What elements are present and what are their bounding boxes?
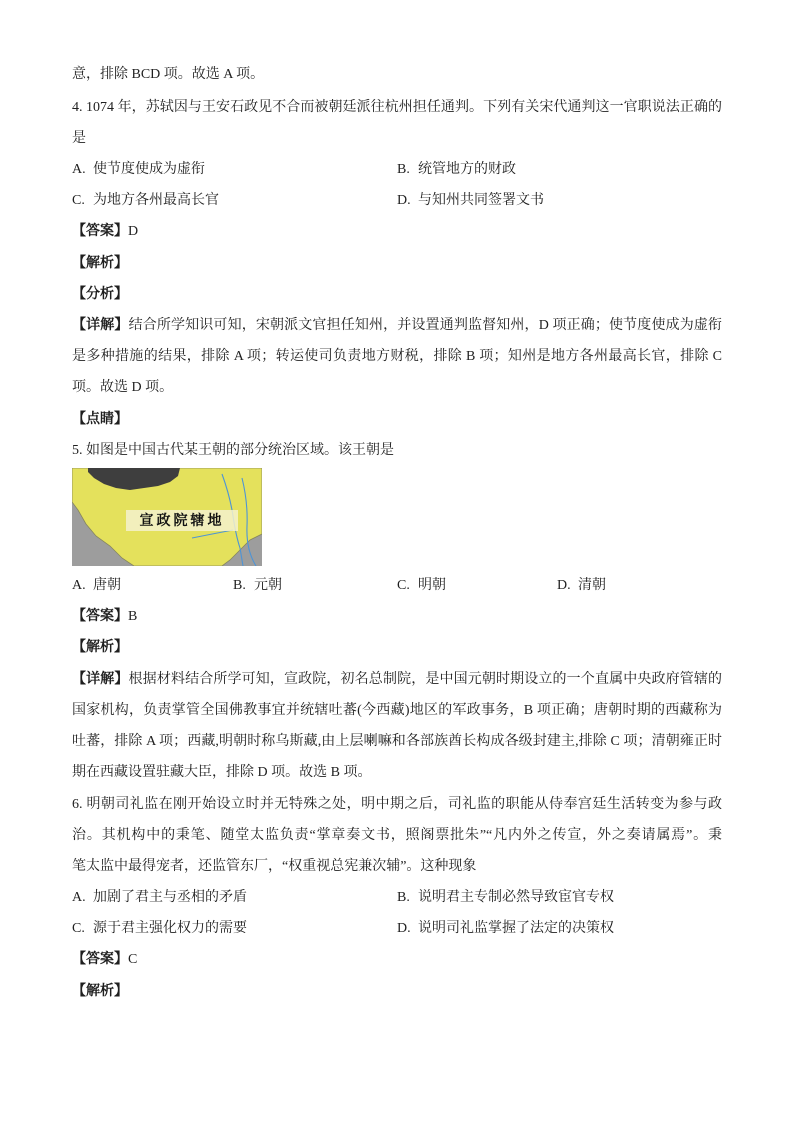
q5-option-b <box>233 576 282 596</box>
q6-answer <box>72 950 722 970</box>
option-letter: B. <box>397 162 410 177</box>
jiexi-label: 【解析】 <box>72 256 128 271</box>
xiangjie-label: 【详解】 <box>72 318 129 333</box>
option-letter: D. <box>397 921 411 936</box>
option-text: 加剧了君主与丞相的矛盾 <box>93 890 247 905</box>
answer-label: 【答案】 <box>72 224 128 239</box>
answer-value: B <box>128 609 138 624</box>
q5-stem: 5. 如图是中国古代某王朝的部分统治区域。该王朝是 <box>72 443 394 458</box>
q4-dianjing-heading <box>72 410 722 430</box>
q5-xiangjie-line-4: 期在西藏设置驻藏大臣，排除 D 项。故选 B 项。 <box>72 765 372 780</box>
q4-xiangjie-line-2: 是多种措施的结果，排除 A 项；转运使司负责地方财税，排除 B 项；知州是地方各州最高长官，排除 C <box>72 349 722 364</box>
option-text: 唐朝 <box>93 578 121 593</box>
q5-answer <box>72 607 722 627</box>
option-text: 统管地方的财政 <box>418 162 516 177</box>
option-text: 说明君主专制必然导致宦官专权 <box>418 890 614 905</box>
answer-value: C <box>128 952 138 967</box>
q6-option-d <box>397 919 614 939</box>
q5-option-c <box>397 576 446 596</box>
dianjing-label: 【点睛】 <box>72 412 128 427</box>
q5-xiangjie-line-2: 国家机构，负责掌管全国佛教事宜并统辖吐蕃(今西藏)地区的军政事务，B 项正确；唐朝时期的西藏称为 <box>72 703 722 718</box>
option-text: 清朝 <box>578 578 606 593</box>
option-letter: C. <box>72 193 85 208</box>
option-text: 源于君主强化权力的需要 <box>93 921 247 936</box>
fenxi-label: 【分析】 <box>72 287 128 302</box>
option-letter: D. <box>397 193 411 208</box>
option-text: 说明司礼监掌握了法定的决策权 <box>418 921 614 936</box>
option-text: 元朝 <box>254 578 282 593</box>
q4-option-c <box>72 191 219 211</box>
q4-option-a <box>72 160 205 180</box>
q5-option-a <box>72 576 121 596</box>
option-text: 明朝 <box>418 578 446 593</box>
answer-value: D <box>128 224 139 239</box>
q5-xiangjie-line-1 <box>72 670 722 690</box>
q4-option-d <box>397 191 544 211</box>
q4-option-b <box>397 160 516 180</box>
q6-stem-line-3: 笔太监中最得宠者，还监管东厂，“权重视总宪兼次辅”。这种现象 <box>72 859 477 874</box>
option-letter: B. <box>233 578 246 593</box>
q5-map-image <box>72 468 262 566</box>
q4-fenxi-heading <box>72 285 722 305</box>
q4-xiangjie-line-1 <box>72 316 722 336</box>
q6-stem-line-2: 治。其机构中的秉笔、随堂太监负责“掌章奏文书，照阁票批朱”“凡内外之传宣，外之奏请属焉”。秉 <box>72 828 722 843</box>
option-letter: B. <box>397 890 410 905</box>
map-label: 宣政院辖地 <box>139 513 225 529</box>
answer-label: 【答案】 <box>72 609 128 624</box>
option-text: 使节度使成为虚衔 <box>93 162 205 177</box>
option-letter: D. <box>557 578 571 593</box>
q6-option-a <box>72 888 247 908</box>
option-text: 与知州共同签署文书 <box>418 193 544 208</box>
option-letter: C. <box>72 921 85 936</box>
answer-label: 【答案】 <box>72 952 128 967</box>
xiangjie-text: 根据材料结合所学可知，宣政院，初名总制院，是中国元朝时期设立的一个直属中央政府管辖的 <box>128 672 722 687</box>
jiexi-label: 【解析】 <box>72 984 128 999</box>
q6-stem-line-1: 6. 明朝司礼监在刚开始设立时并无特殊之处，明中期之后，司礼监的职能从侍奉宫廷生活转变为参与政 <box>72 797 722 812</box>
q4-stem-line-2: 是 <box>72 131 86 146</box>
option-text: 为地方各州最高长官 <box>93 193 219 208</box>
q4-answer <box>72 222 722 242</box>
q4-jiexi-heading <box>72 254 722 274</box>
q5-xiangjie-line-3: 吐蕃，排除 A 项；西藏,明朝时称乌斯藏,由上层喇嘛和各部族酋长构成各级封建主,排除 C 项；清朝雍正时 <box>72 734 722 749</box>
q4-xiangjie-line-3: 项。故选 D 项。 <box>72 380 174 395</box>
option-letter: C. <box>397 578 410 593</box>
q6-jiexi-heading <box>72 982 722 1002</box>
option-letter: A. <box>72 162 86 177</box>
xiangjie-label: 【详解】 <box>72 672 129 687</box>
previous-answer-tail: 意，排除 BCD 项。故选 A 项。 <box>72 67 265 82</box>
option-letter: A. <box>72 890 86 905</box>
q6-option-c <box>72 919 247 939</box>
q5-jiexi-heading <box>72 638 722 658</box>
q6-option-b <box>397 888 614 908</box>
xiangjie-text: 结合所学知识可知，宋朝派文官担任知州，并设置通判监督知州，D 项正确；使节度使成为虚衔 <box>128 318 722 333</box>
option-letter: A. <box>72 578 86 593</box>
q4-stem-line-1: 4. 1074 年，苏轼因与王安石政见不合而被朝廷派往杭州担任通判。下列有关宋代通判这一官职说法正确的 <box>72 100 722 115</box>
jiexi-label: 【解析】 <box>72 640 128 655</box>
q5-option-d <box>557 576 606 596</box>
